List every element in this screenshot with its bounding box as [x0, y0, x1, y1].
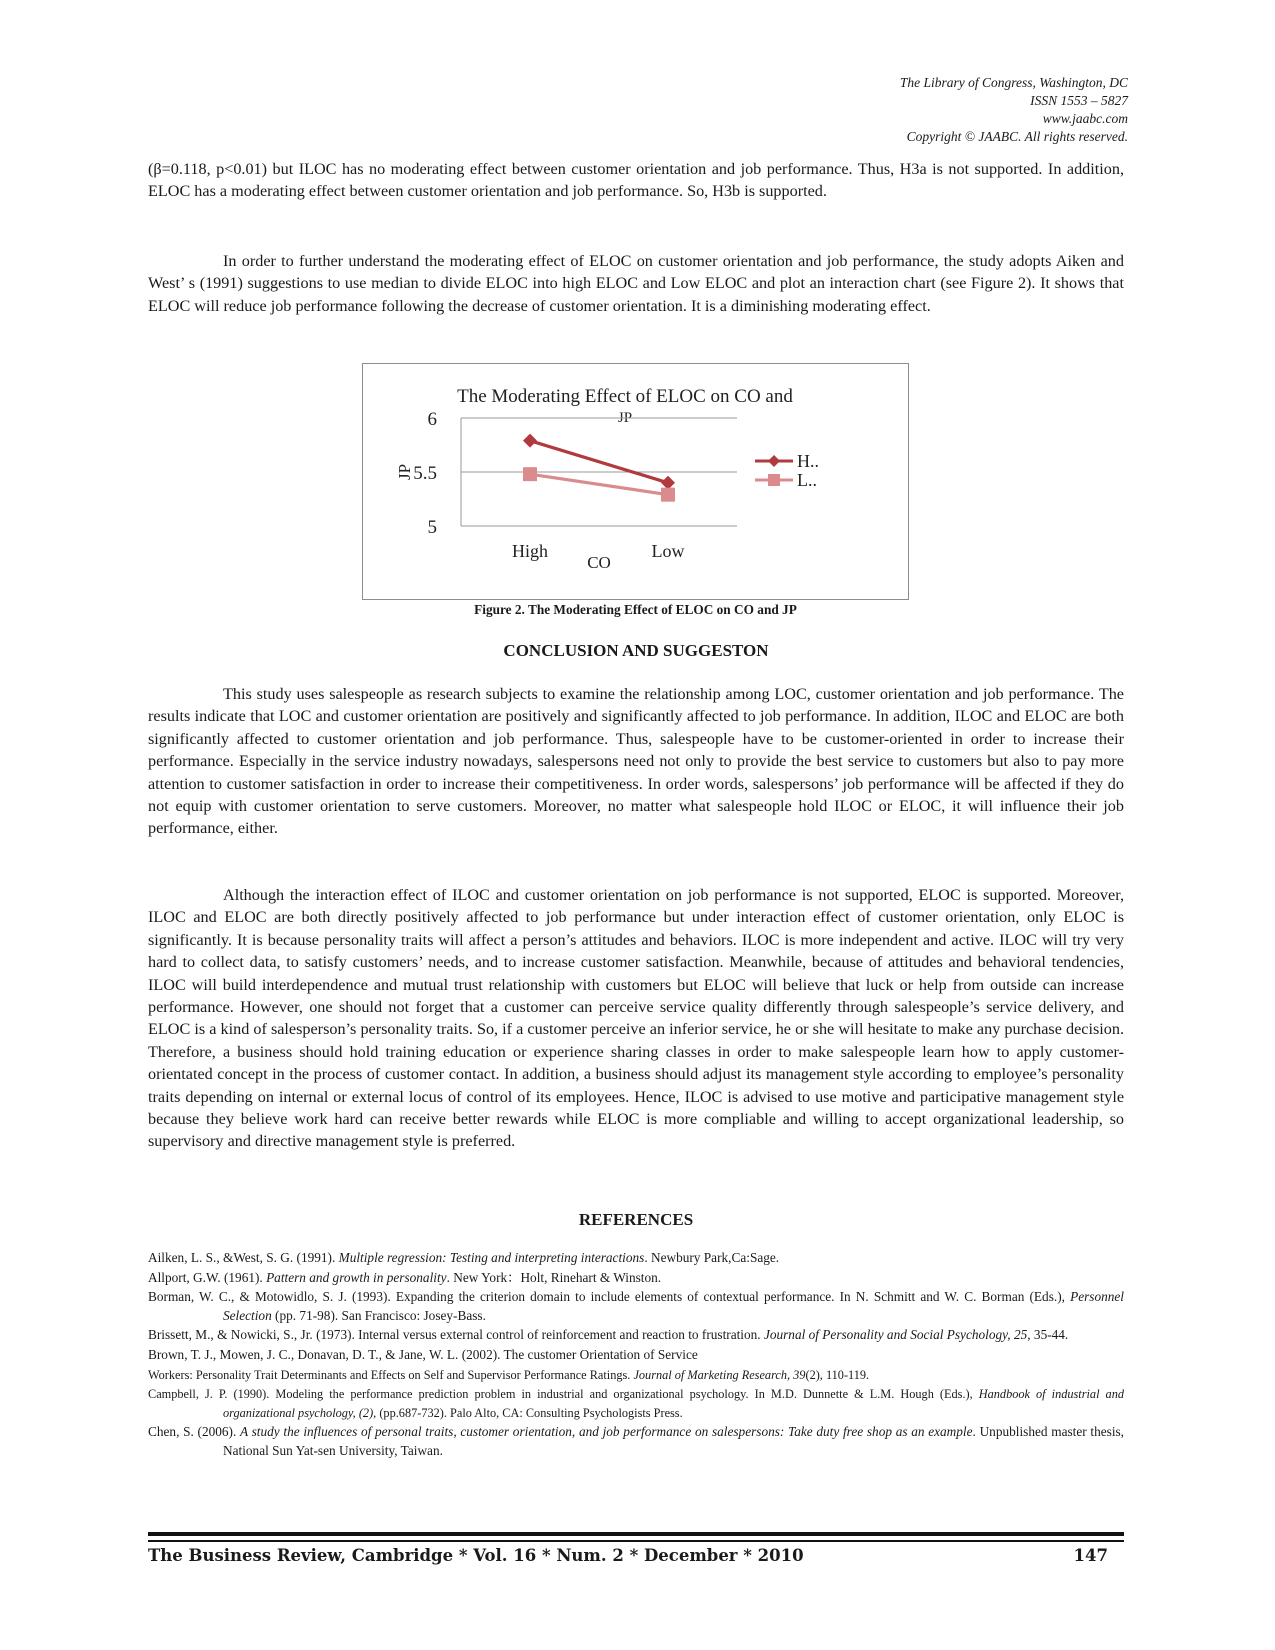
- reference-item: Campbell, J. P. (1990). Modeling the performance prediction problem in industrial and organizational psychology. In M.D. Dunnette & L.M. Hough (Eds.), Handbook of industrial and organizational psychology, (2), (pp.687-732). Palo Alto, CA: Consulting Psychologists Press.: [148, 1387, 1124, 1420]
- footer-rule: [148, 1532, 1124, 1536]
- paragraph-conclusion-2: Although the interaction effect of ILOC and customer orientation on job performance is not supported, ELOC is supported. Moreover, ILOC and ELOC are both directly positively affected to job performance but under interaction effect of customer orientation, only ELOC is significantly. It is because personality traits will affect a person’s attitudes and behaviors. ILOC is more independent and active. ILOC will try very hard to collect data, to satisfy customers’ needs, and to increase customer satisfaction. Meanwhile, because of attitudes and behavioral tendencies, ILOC will build interdependence and mutual trust relationship with customers but ELOC will believe that luck or help from outside can increase performance. However, one should not forget that a customer can perceive service quality differently through salespeople’s service delivery, and ELOC is a kind of salesperson’s personality traits. So, if a customer perceive an inferior service, he or she will hesitate to make any purchase decision. Therefore, a business should hold training education or experience sharing classes in order to make salespeople learn how to apply customer-orientated concept in the process of customer contact. In addition, a business should adjust its management style according to employee’s personality traits depending on internal or external locus of control of its employees. Hence, ILOC is advised to use motive and participative management style because they believe work hard can receive better rewards while ELOC is more compliable and willing to accept organizational leadership, so supervisory and directive management style is preferred.: [148, 886, 1124, 1151]
- data-point: [661, 488, 675, 502]
- chart-title-line2: JP: [617, 410, 633, 426]
- header-copyright: Copyright © JAABC. All rights reserved.: [906, 129, 1128, 144]
- header-issn: ISSN 1553 – 5827: [1030, 93, 1128, 108]
- page-footer: [148, 1546, 1108, 1565]
- y-tick-label: 5.5: [413, 463, 437, 484]
- chart-title: The Moderating Effect of ELOC on CO and: [457, 386, 793, 407]
- legend-label: H..: [797, 451, 819, 471]
- legend-marker: [768, 474, 780, 486]
- references-heading: REFERENCES: [578, 1210, 694, 1229]
- reference-item: Chen, S. (2006). A study the influences of personal traits, customer orientation, and job performance on salespersons: Take duty free shop as an example. Unpublished master thesis, National Sun Yat-sen University, Taiwan.: [148, 1424, 1125, 1458]
- reference-item: Ailken, L. S., &West, S. G. (1991). Multiple regression: Testing and interpreting interactions. Newbury Park,Ca:Sage.: [148, 1250, 780, 1265]
- reference-item: Brissett, M., & Nowicki, S., Jr. (1973). Internal versus external control of reinforcement and reaction to frustration. Journal of Personality and Social Psychology, 25, 35-44.: [148, 1327, 1069, 1343]
- footer-journal: The Business Review, Cambridge * Vol. 16 * Num. 2 * December * 2010: [148, 1546, 804, 1565]
- footer-rule-thin: [148, 1540, 1124, 1542]
- header-website: www.jaabc.com: [1042, 111, 1128, 126]
- figure-caption: Figure 2. The Moderating Effect of ELOC on CO and JP: [474, 602, 797, 617]
- x-tick-label: High: [512, 541, 548, 561]
- y-axis-label: JP: [395, 463, 414, 481]
- figure-2: [362, 363, 909, 600]
- data-point: [523, 467, 537, 481]
- legend-marker: [768, 455, 780, 467]
- reference-list: [148, 1249, 1124, 1462]
- paragraph-conclusion-1: This study uses salespeople as research subjects to examine the relationship among LOC, customer orientation and job performance. The results indicate that LOC and customer orientation are positively and significantly affected to job performance. In addition, ILOC and ELOC are both significantly affected to customer orientation and job performance. Thus, salespeople have to be customer-oriented in order to increase their performance. Especially in the service industry nowadays, salespersons need not only to provide the best service to customers but also to pay more attention to customer satisfaction in order to increase their competitiveness. In order words, salespersons’ job performance will be affected if they do not equip with customer orientation to serve customers. Moreover, no matter what salespeople hold ILOC or ELOC, it will influence their job performance, either.: [148, 685, 1124, 838]
- page-number: 147: [1073, 1546, 1108, 1565]
- y-tick-label: 6: [427, 409, 437, 430]
- paragraph-continuation: (β=0.118, p<0.01) but ILOC has no moderating effect between customer orientation and job performance. Thus, H3a is not supported. In addition, ELOC has a moderating effect between customer orientation and job performance. So, H3b is supported.: [148, 160, 1124, 201]
- interaction-chart: [363, 364, 910, 601]
- reference-item: Brown, T. J., Mowen, J. C., Donavan, D. T., & Jane, W. L. (2002). The customer Orientation of Service: [148, 1346, 698, 1362]
- conclusion-heading: CONCLUSION AND SUGGESTON: [503, 641, 769, 660]
- x-tick-label: Low: [651, 541, 685, 561]
- y-tick-label: 5: [427, 517, 437, 538]
- paragraph-interaction: In order to further understand the moderating effect of ELOC on customer orientation and job performance, the study adopts Aiken and West’ s (1991) suggestions to use median to divide ELOC into high ELOC and Low ELOC and plot an interaction chart (see Figure 2). It shows that ELOC will reduce job performance following the decrease of customer orientation. It is a diminishing moderating effect.: [148, 252, 1124, 315]
- header-library: The Library of Congress, Washington, DC: [899, 75, 1128, 90]
- legend-label: L..: [797, 470, 817, 490]
- page-header: [628, 74, 1128, 146]
- data-point: [523, 434, 537, 448]
- x-axis-label: CO: [587, 553, 611, 572]
- reference-item: Allport, G.W. (1961). Pattern and growth in personality. New York：Holt, Rinehart & Winston.: [148, 1269, 662, 1285]
- reference-item: Workers: Personality Trait Determinants and Effects on Self and Supervisor Performance Ratings. Journal of Marketing Research, 39(2), 110-119.: [148, 1367, 870, 1382]
- reference-item: Borman, W. C., & Motowidlo, S. J. (1993). Expanding the criterion domain to include elements of contextual performance. In N. Schmitt and W. C. Borman (Eds.), Personnel Selection (pp. 71-98). San Francisco: Josey-Bass.: [148, 1289, 1124, 1323]
